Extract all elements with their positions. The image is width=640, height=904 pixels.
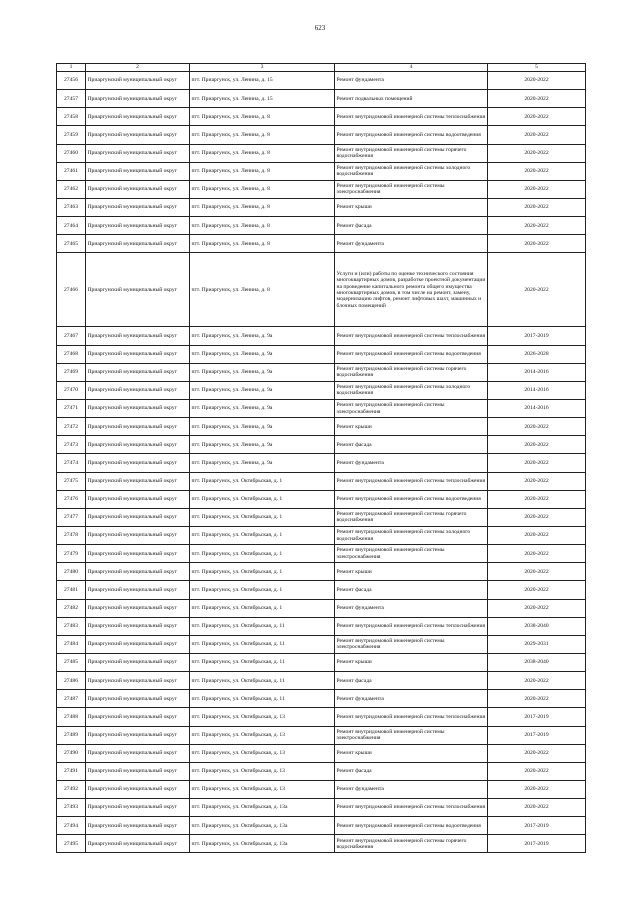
- district-cell: Приаргунский муниципальный округ: [86, 363, 190, 381]
- period-cell: 2020-2022: [488, 436, 586, 454]
- period-cell: 2020-2022: [488, 744, 586, 762]
- address-cell: пгт. Приаргунск, ул. Октябрьская, д. 11: [190, 690, 335, 708]
- work-type-cell: Ремонт внутридомовой инженерной системы теплоснабжения: [335, 799, 488, 817]
- work-type-cell: Ремонт внутридомовой инженерной системы холодного водоснабжения: [335, 162, 488, 180]
- table-row: [57, 108, 586, 126]
- register-table: [56, 63, 586, 853]
- address-cell: пгт. Приаргунск, ул. Ленина, д. 8: [190, 253, 335, 327]
- table-row: [57, 472, 586, 490]
- work-type-cell: Ремонт фасада: [335, 672, 488, 690]
- address-cell: пгт. Приаргунск, ул. Ленина, д. 8: [190, 126, 335, 144]
- district-cell: Приаргунский муниципальный округ: [86, 90, 190, 108]
- district-cell: Приаргунский муниципальный округ: [86, 253, 190, 327]
- table-row: [57, 253, 586, 327]
- work-type-cell: Ремонт подвальных помещений: [335, 90, 488, 108]
- address-cell: пгт. Приаргунск, ул. Ленина, д. 8: [190, 217, 335, 235]
- work-type-cell: Ремонт внутридомовой инженерной системы холодного водоснабжения: [335, 381, 488, 399]
- work-type-cell: Ремонт внутридомовой инженерной системы электроснабжения: [335, 180, 488, 198]
- district-cell: Приаргунский муниципальный округ: [86, 744, 190, 762]
- row-number-cell: 27480: [57, 563, 86, 581]
- address-cell: пгт. Приаргунск, ул. Октябрьская, д. 13: [190, 762, 335, 780]
- row-number-cell: 27465: [57, 235, 86, 253]
- work-type-cell: Услуги и (или) работы по оценке технического состояния многоквартирных домов, разработке проектной документации на проведение капитального ремонта общего имущества многоквартирных домов, в том числе на ремонт, замену, модернизацию лифтов, ремонт лифтовых шахт, машинных и блочных помещений: [335, 253, 488, 327]
- period-cell: 2017-2019: [488, 835, 586, 853]
- period-cell: 2020-2022: [488, 72, 586, 90]
- row-number-cell: 27492: [57, 780, 86, 798]
- work-type-cell: Ремонт фундамента: [335, 235, 488, 253]
- table-row: [57, 144, 586, 162]
- period-cell: 2020-2022: [488, 472, 586, 490]
- period-cell: 2020-2022: [488, 217, 586, 235]
- work-type-cell: Ремонт внутридомовой инженерной системы горячего водоснабжения: [335, 508, 488, 526]
- work-type-cell: Ремонт внутридомовой инженерной системы теплоснабжения: [335, 617, 488, 635]
- period-cell: 2020-2022: [488, 198, 586, 216]
- work-type-cell: Ремонт внутридомовой инженерной системы водоотведения: [335, 490, 488, 508]
- work-type-cell: Ремонт фундамента: [335, 599, 488, 617]
- table-row: [57, 180, 586, 198]
- work-type-cell: Ремонт крыши: [335, 563, 488, 581]
- table-row: [57, 799, 586, 817]
- address-cell: пгт. Приаргунск, ул. Ленина, д. 9а: [190, 345, 335, 363]
- row-number-cell: 27457: [57, 90, 86, 108]
- address-cell: пгт. Приаргунск, ул. Ленина, д. 9а: [190, 399, 335, 417]
- table-row: [57, 817, 586, 835]
- work-type-cell: Ремонт внутридомовой инженерной системы горячего водоснабжения: [335, 144, 488, 162]
- address-cell: пгт. Приаргунск, ул. Ленина, д. 8: [190, 235, 335, 253]
- period-cell: 2020-2022: [488, 235, 586, 253]
- district-cell: Приаргунский муниципальный округ: [86, 235, 190, 253]
- table-row: [57, 508, 586, 526]
- address-cell: пгт. Приаргунск, ул. Октябрьская, д. 13: [190, 708, 335, 726]
- district-cell: Приаргунский муниципальный округ: [86, 436, 190, 454]
- row-number-cell: 27481: [57, 581, 86, 599]
- table-row: [57, 327, 586, 345]
- district-cell: Приаргунский муниципальный округ: [86, 108, 190, 126]
- period-cell: 2020-2022: [488, 581, 586, 599]
- address-cell: пгт. Приаргунск, ул. Октябрьская, д. 11: [190, 617, 335, 635]
- district-cell: Приаргунский муниципальный округ: [86, 708, 190, 726]
- table-row: [57, 617, 586, 635]
- table-row: [57, 235, 586, 253]
- address-cell: пгт. Приаргунск, ул. Октябрьская, д. 13: [190, 780, 335, 798]
- table-row: [57, 418, 586, 436]
- period-cell: 2029-2031: [488, 635, 586, 653]
- work-type-cell: Ремонт фундамента: [335, 72, 488, 90]
- table-row: [57, 762, 586, 780]
- period-cell: 2020-2022: [488, 253, 586, 327]
- table-row: [57, 399, 586, 417]
- row-number-cell: 27463: [57, 198, 86, 216]
- header-row: [57, 64, 586, 72]
- period-cell: 2014-2016: [488, 363, 586, 381]
- district-cell: Приаргунский муниципальный округ: [86, 635, 190, 653]
- district-cell: Приаргунский муниципальный округ: [86, 327, 190, 345]
- column-header: 3: [190, 64, 335, 72]
- table-row: [57, 635, 586, 653]
- address-cell: пгт. Приаргунск, ул. Ленина, д. 9а: [190, 436, 335, 454]
- row-number-cell: 27485: [57, 653, 86, 671]
- period-cell: 2038-2040: [488, 653, 586, 671]
- work-type-cell: Ремонт внутридомовой инженерной системы электроснабжения: [335, 635, 488, 653]
- period-cell: 2020-2022: [488, 599, 586, 617]
- work-type-cell: Ремонт крыши: [335, 198, 488, 216]
- district-cell: Приаргунский муниципальный округ: [86, 345, 190, 363]
- address-cell: пгт. Приаргунск, ул. Октябрьская, д. 1: [190, 581, 335, 599]
- address-cell: пгт. Приаргунск, ул. Ленина, д. 15: [190, 90, 335, 108]
- period-cell: 2014-2016: [488, 381, 586, 399]
- address-cell: пгт. Приаргунск, ул. Ленина, д. 9а: [190, 381, 335, 399]
- row-number-cell: 27482: [57, 599, 86, 617]
- period-cell: 2038-2040: [488, 617, 586, 635]
- address-cell: пгт. Приаргунск, ул. Октябрьская, д. 13: [190, 726, 335, 744]
- period-cell: 2020-2022: [488, 799, 586, 817]
- address-cell: пгт. Приаргунск, ул. Октябрьская, д. 13а: [190, 835, 335, 853]
- row-number-cell: 27486: [57, 672, 86, 690]
- district-cell: Приаргунский муниципальный округ: [86, 508, 190, 526]
- district-cell: Приаргунский муниципальный округ: [86, 217, 190, 235]
- work-type-cell: Ремонт крыши: [335, 744, 488, 762]
- address-cell: пгт. Приаргунск, ул. Октябрьская, д. 1: [190, 563, 335, 581]
- address-cell: пгт. Приаргунск, ул. Ленина, д. 8: [190, 144, 335, 162]
- period-cell: 2017-2019: [488, 817, 586, 835]
- address-cell: пгт. Приаргунск, ул. Октябрьская, д. 1: [190, 545, 335, 563]
- address-cell: пгт. Приаргунск, ул. Ленина, д. 15: [190, 72, 335, 90]
- address-cell: пгт. Приаргунск, ул. Октябрьская, д. 11: [190, 635, 335, 653]
- work-type-cell: Ремонт внутридомовой инженерной системы холодного водоснабжения: [335, 526, 488, 544]
- row-number-cell: 27468: [57, 345, 86, 363]
- address-cell: пгт. Приаргунск, ул. Октябрьская, д. 1: [190, 508, 335, 526]
- address-cell: пгт. Приаргунск, ул. Ленина, д. 8: [190, 198, 335, 216]
- row-number-cell: 27464: [57, 217, 86, 235]
- row-number-cell: 27473: [57, 436, 86, 454]
- row-number-cell: 27474: [57, 454, 86, 472]
- work-type-cell: Ремонт внутридомовой инженерной системы теплоснабжения: [335, 108, 488, 126]
- address-cell: пгт. Приаргунск, ул. Октябрьская, д. 1: [190, 526, 335, 544]
- district-cell: Приаргунский муниципальный округ: [86, 690, 190, 708]
- work-type-cell: Ремонт фундамента: [335, 690, 488, 708]
- work-type-cell: Ремонт внутридомовой инженерной системы электроснабжения: [335, 545, 488, 563]
- row-number-cell: 27471: [57, 399, 86, 417]
- district-cell: Приаргунский муниципальный округ: [86, 526, 190, 544]
- period-cell: 2020-2022: [488, 563, 586, 581]
- work-type-cell: Ремонт внутридомовой инженерной системы водоотведения: [335, 817, 488, 835]
- row-number-cell: 27467: [57, 327, 86, 345]
- column-header: 5: [488, 64, 586, 72]
- row-number-cell: 27476: [57, 490, 86, 508]
- period-cell: 2020-2022: [488, 526, 586, 544]
- row-number-cell: 27495: [57, 835, 86, 853]
- work-type-cell: Ремонт крыши: [335, 418, 488, 436]
- address-cell: пгт. Приаргунск, ул. Октябрьская, д. 11: [190, 653, 335, 671]
- district-cell: Приаргунский муниципальный округ: [86, 653, 190, 671]
- row-number-cell: 27475: [57, 472, 86, 490]
- period-cell: 2020-2022: [488, 454, 586, 472]
- row-number-cell: 27489: [57, 726, 86, 744]
- row-number-cell: 27466: [57, 253, 86, 327]
- district-cell: Приаргунский муниципальный округ: [86, 418, 190, 436]
- table-row: [57, 690, 586, 708]
- district-cell: Приаргунский муниципальный округ: [86, 599, 190, 617]
- table-row: [57, 90, 586, 108]
- row-number-cell: 27459: [57, 126, 86, 144]
- table-row: [57, 198, 586, 216]
- period-cell: 2020-2022: [488, 690, 586, 708]
- row-number-cell: 27483: [57, 617, 86, 635]
- row-number-cell: 27490: [57, 744, 86, 762]
- work-type-cell: Ремонт фасада: [335, 436, 488, 454]
- period-cell: 2017-2019: [488, 327, 586, 345]
- district-cell: Приаргунский муниципальный округ: [86, 472, 190, 490]
- row-number-cell: 27479: [57, 545, 86, 563]
- work-type-cell: Ремонт внутридомовой инженерной системы водоотведения: [335, 126, 488, 144]
- period-cell: 2020-2022: [488, 180, 586, 198]
- address-cell: пгт. Приаргунск, ул. Октябрьская, д. 1: [190, 472, 335, 490]
- row-number-cell: 27487: [57, 690, 86, 708]
- row-number-cell: 27472: [57, 418, 86, 436]
- work-type-cell: Ремонт фасада: [335, 762, 488, 780]
- district-cell: Приаргунский муниципальный округ: [86, 817, 190, 835]
- district-cell: Приаргунский муниципальный округ: [86, 144, 190, 162]
- work-type-cell: Ремонт фундамента: [335, 780, 488, 798]
- district-cell: Приаргунский муниципальный округ: [86, 799, 190, 817]
- table-row: [57, 363, 586, 381]
- period-cell: 2026-2028: [488, 345, 586, 363]
- work-type-cell: Ремонт внутридомовой инженерной системы горячего водоснабжения: [335, 835, 488, 853]
- work-type-cell: Ремонт крыши: [335, 653, 488, 671]
- district-cell: Приаргунский муниципальный округ: [86, 545, 190, 563]
- column-header: 1: [57, 64, 86, 72]
- table-row: [57, 454, 586, 472]
- table-row: [57, 217, 586, 235]
- address-cell: пгт. Приаргунск, ул. Октябрьская, д. 1: [190, 490, 335, 508]
- table-row: [57, 381, 586, 399]
- row-number-cell: 27462: [57, 180, 86, 198]
- district-cell: Приаргунский муниципальный округ: [86, 617, 190, 635]
- table-body: [57, 72, 586, 853]
- address-cell: пгт. Приаргунск, ул. Ленина, д. 9а: [190, 418, 335, 436]
- address-cell: пгт. Приаргунск, ул. Октябрьская, д. 13а: [190, 817, 335, 835]
- period-cell: 2020-2022: [488, 762, 586, 780]
- table-row: [57, 526, 586, 544]
- period-cell: 2020-2022: [488, 508, 586, 526]
- district-cell: Приаргунский муниципальный округ: [86, 126, 190, 144]
- address-cell: пгт. Приаргунск, ул. Ленина, д. 8: [190, 108, 335, 126]
- district-cell: Приаргунский муниципальный округ: [86, 490, 190, 508]
- district-cell: Приаргунский муниципальный округ: [86, 381, 190, 399]
- row-number-cell: 27493: [57, 799, 86, 817]
- table-row: [57, 672, 586, 690]
- row-number-cell: 27484: [57, 635, 86, 653]
- row-number-cell: 27488: [57, 708, 86, 726]
- table-row: [57, 780, 586, 798]
- row-number-cell: 27461: [57, 162, 86, 180]
- table-row: [57, 436, 586, 454]
- district-cell: Приаргунский муниципальный округ: [86, 762, 190, 780]
- address-cell: пгт. Приаргунск, ул. Октябрьская, д. 13: [190, 744, 335, 762]
- district-cell: Приаргунский муниципальный округ: [86, 399, 190, 417]
- period-cell: 2020-2022: [488, 418, 586, 436]
- table-row: [57, 162, 586, 180]
- district-cell: Приаргунский муниципальный округ: [86, 672, 190, 690]
- table-row: [57, 708, 586, 726]
- district-cell: Приаргунский муниципальный округ: [86, 726, 190, 744]
- page-number: 623: [314, 24, 326, 32]
- district-cell: Приаргунский муниципальный округ: [86, 454, 190, 472]
- work-type-cell: Ремонт фасада: [335, 217, 488, 235]
- row-number-cell: 27491: [57, 762, 86, 780]
- table-row: [57, 744, 586, 762]
- table-row: [57, 72, 586, 90]
- address-cell: пгт. Приаргунск, ул. Ленина, д. 8: [190, 180, 335, 198]
- row-number-cell: 27458: [57, 108, 86, 126]
- work-type-cell: Ремонт внутридомовой инженерной системы теплоснабжения: [335, 472, 488, 490]
- period-cell: 2020-2022: [488, 126, 586, 144]
- address-cell: пгт. Приаргунск, ул. Ленина, д. 9а: [190, 363, 335, 381]
- table-row: [57, 653, 586, 671]
- district-cell: Приаргунский муниципальный округ: [86, 162, 190, 180]
- row-number-cell: 27477: [57, 508, 86, 526]
- address-cell: пгт. Приаргунск, ул. Октябрьская, д. 11: [190, 672, 335, 690]
- row-number-cell: 27460: [57, 144, 86, 162]
- work-type-cell: Ремонт внутридомовой инженерной системы теплоснабжения: [335, 708, 488, 726]
- table-row: [57, 126, 586, 144]
- period-cell: 2020-2022: [488, 780, 586, 798]
- period-cell: 2020-2022: [488, 162, 586, 180]
- district-cell: Приаргунский муниципальный округ: [86, 780, 190, 798]
- district-cell: Приаргунский муниципальный округ: [86, 581, 190, 599]
- work-type-cell: Ремонт фундамента: [335, 454, 488, 472]
- address-cell: пгт. Приаргунск, ул. Ленина, д. 9а: [190, 327, 335, 345]
- table-row: [57, 345, 586, 363]
- row-number-cell: 27469: [57, 363, 86, 381]
- address-cell: пгт. Приаргунск, ул. Ленина, д. 8: [190, 162, 335, 180]
- table-row: [57, 581, 586, 599]
- table-row: [57, 835, 586, 853]
- row-number-cell: 27470: [57, 381, 86, 399]
- table-row: [57, 545, 586, 563]
- table-row: [57, 563, 586, 581]
- row-number-cell: 27494: [57, 817, 86, 835]
- table-row: [57, 490, 586, 508]
- period-cell: 2020-2022: [488, 90, 586, 108]
- address-cell: пгт. Приаргунск, ул. Октябрьская, д. 1: [190, 599, 335, 617]
- period-cell: 2017-2019: [488, 708, 586, 726]
- district-cell: Приаргунский муниципальный округ: [86, 180, 190, 198]
- period-cell: 2020-2022: [488, 672, 586, 690]
- address-cell: пгт. Приаргунск, ул. Ленина, д. 9а: [190, 454, 335, 472]
- work-type-cell: Ремонт внутридомовой инженерной системы электроснабжения: [335, 726, 488, 744]
- table-row: [57, 599, 586, 617]
- work-type-cell: Ремонт внутридомовой инженерной системы теплоснабжения: [335, 327, 488, 345]
- period-cell: 2020-2022: [488, 545, 586, 563]
- district-cell: Приаргунский муниципальный округ: [86, 563, 190, 581]
- period-cell: 2014-2016: [488, 399, 586, 417]
- period-cell: 2020-2022: [488, 490, 586, 508]
- table-row: [57, 726, 586, 744]
- work-type-cell: Ремонт фасада: [335, 581, 488, 599]
- row-number-cell: 27478: [57, 526, 86, 544]
- period-cell: 2020-2022: [488, 108, 586, 126]
- period-cell: 2020-2022: [488, 144, 586, 162]
- district-cell: Приаргунский муниципальный округ: [86, 835, 190, 853]
- work-type-cell: Ремонт внутридомовой инженерной системы электроснабжения: [335, 399, 488, 417]
- district-cell: Приаргунский муниципальный округ: [86, 72, 190, 90]
- column-header: 2: [86, 64, 190, 72]
- work-type-cell: Ремонт внутридомовой инженерной системы горячего водоснабжения: [335, 363, 488, 381]
- work-type-cell: Ремонт внутридомовой инженерной системы водоотведения: [335, 345, 488, 363]
- address-cell: пгт. Приаргунск, ул. Октябрьская, д. 13а: [190, 799, 335, 817]
- district-cell: Приаргунский муниципальный округ: [86, 198, 190, 216]
- period-cell: 2017-2019: [488, 726, 586, 744]
- column-header: 4: [335, 64, 488, 72]
- row-number-cell: 27456: [57, 72, 86, 90]
